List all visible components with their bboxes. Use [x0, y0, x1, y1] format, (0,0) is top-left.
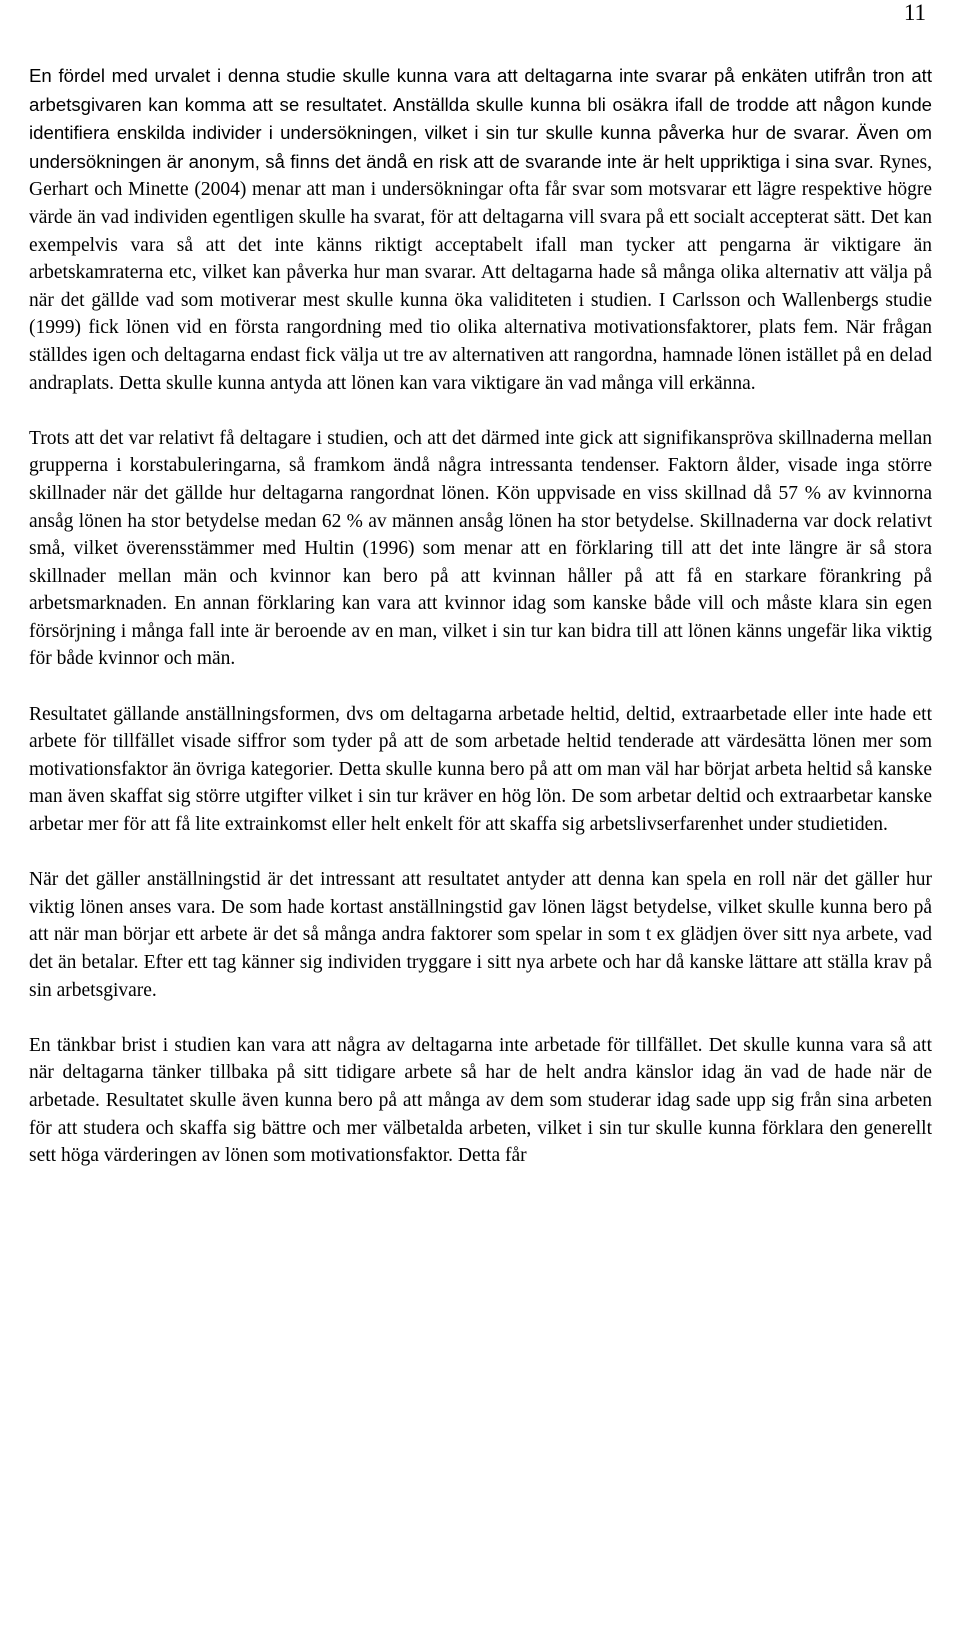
paragraph-2 — [29, 425, 932, 673]
paragraph-1-sans-text: En fördel med urvalet i denna studie skulle kunna vara att deltagarna inte svarar på enkäten utifrån tron att arbetsgivaren kan komma att se resultatet. Anställda skulle kunna bli osäkra ifall de trodde att någon kunde identifiera enskilda individer i undersökningen, vilket i sin tur skulle kunna påverka hur de svarar. Även om undersökningen är anonym, så finns det ändå en risk att de svarande inte är helt uppriktiga i sina svar. — [29, 65, 932, 172]
paragraph-1 — [29, 62, 932, 397]
paragraph-5-text: En tänkbar brist i studien kan vara att några av deltagarna inte arbetade för tillfället. Det skulle kunna vara så att när deltagarna tänker tillbaka på sitt tidigare arbete så har de helt andra känslor idag än vad de hade när de arbetade. Resultatet skulle även kunna bero på att många av dem som studerar idag sade upp sig från sina arbeten för att studera och skaffa sig bättre och mer välbetalda arbeten, vilket i sin tur skulle kunna förklara den generellt sett höga värderingen av lönen som motivationsfaktor. Detta får — [29, 1034, 932, 1167]
document-body — [29, 62, 932, 1170]
paragraph-5 — [29, 1032, 932, 1170]
page-number: 11 — [903, 0, 926, 25]
paragraph-3 — [29, 701, 932, 839]
paragraph-2-text: Trots att det var relativt få deltagare i studien, och att det därmed inte gick att signifikanspröva skillnaderna mellan grupperna i korstabuleringarna, så framkom ändå några intressanta tendenser. Faktorn ålder, visade inga större skillnader när det gällde hur deltagarna rangordnat lönen. Kön uppvisade en viss skillnad då 57 % av kvinnorna ansåg lönen ha stor betydelse medan 62 % av männen ansåg lönen ha stor betydelse. Skillnaderna var dock relativt små, vilket överensstämmer med Hultin (1996) som menar att en förklaring till att det inte längre är så stora skillnader mellan män och kvinnor kan bero på att kvinnan håller på att få en starkare förankring på arbetsmarknaden. En annan förklaring kan vara att kvinnor idag som kanske både vill och måste klara sin egen försörjning i många fall inte är beroende av en man, vilket i sin tur kan bidra till att lönen känns ungefär lika viktig för både kvinnor och män. — [29, 427, 932, 670]
paragraph-4-text: När det gäller anställningstid är det intressant att resultatet antyder att denna kan spela en roll när det gäller hur viktig lönen anses vara. De som hade kortast anställningstid gav lönen lägst betydelse, vilket skulle kunna bero på att när man börjar ett arbete är det så många andra faktorer som spelar in som t ex glädjen över sitt nya arbete, vad det än betalar. Efter ett tag känner sig individen tryggare i sitt nya arbete och har då kanske lättare att ställa krav på sin arbetsgivare. — [29, 869, 932, 1001]
paragraph-3-text: Resultatet gällande anställningsformen, dvs om deltagarna arbetade heltid, deltid, extraarbetade eller inte hade ett arbete för tillfället visade siffror som tyder på att de som arbetade heltid tenderade att värdesätta lönen mer som motivationsfaktor än övriga kategorier. Detta skulle kunna bero på att om man väl har börjat arbeta heltid så kanske man även skaffat sig större utgifter vilket i sin tur kräver en hög lön. De som arbetar deltid och extraarbetar kanske arbetar mer för att få lite extrainkomst eller helt enkelt för att skaffa sig arbetslivserfarenhet under studietiden. — [29, 703, 932, 836]
paragraph-1-serif-text: Rynes, Gerhart och Minette (2004) menar att man i undersökningar ofta får svar som motsvarar ett lägre respektive högre värde än vad individen egentligen skulle ha svarat, för att deltagarna vill svara på ett socialt accepterat sätt. Det kan exempelvis vara så att det inte känns riktigt acceptabelt ifall man tycker att pengarna är viktigare än arbetskamraterna etc, vilket kan påverka hur man svarar. Att deltagarna hade så många olika alternativ att välja på när det gällde vad som motiverar mest skulle kunna öka validiteten i studien. I Carlsson och Wallenbergs studie (1999) fick lönen vid en första rangordning med tio olika alternativa motivationsfaktorer, plats fem. När frågan ställdes igen och deltagarna endast fick välja ut tre av alternativen att rangordna, hamnade lönen istället på en delad andraplats. Detta skulle kunna antyda att lönen kan vara viktigare än vad många vill erkänna. — [29, 151, 932, 394]
paragraph-4 — [29, 866, 932, 1004]
